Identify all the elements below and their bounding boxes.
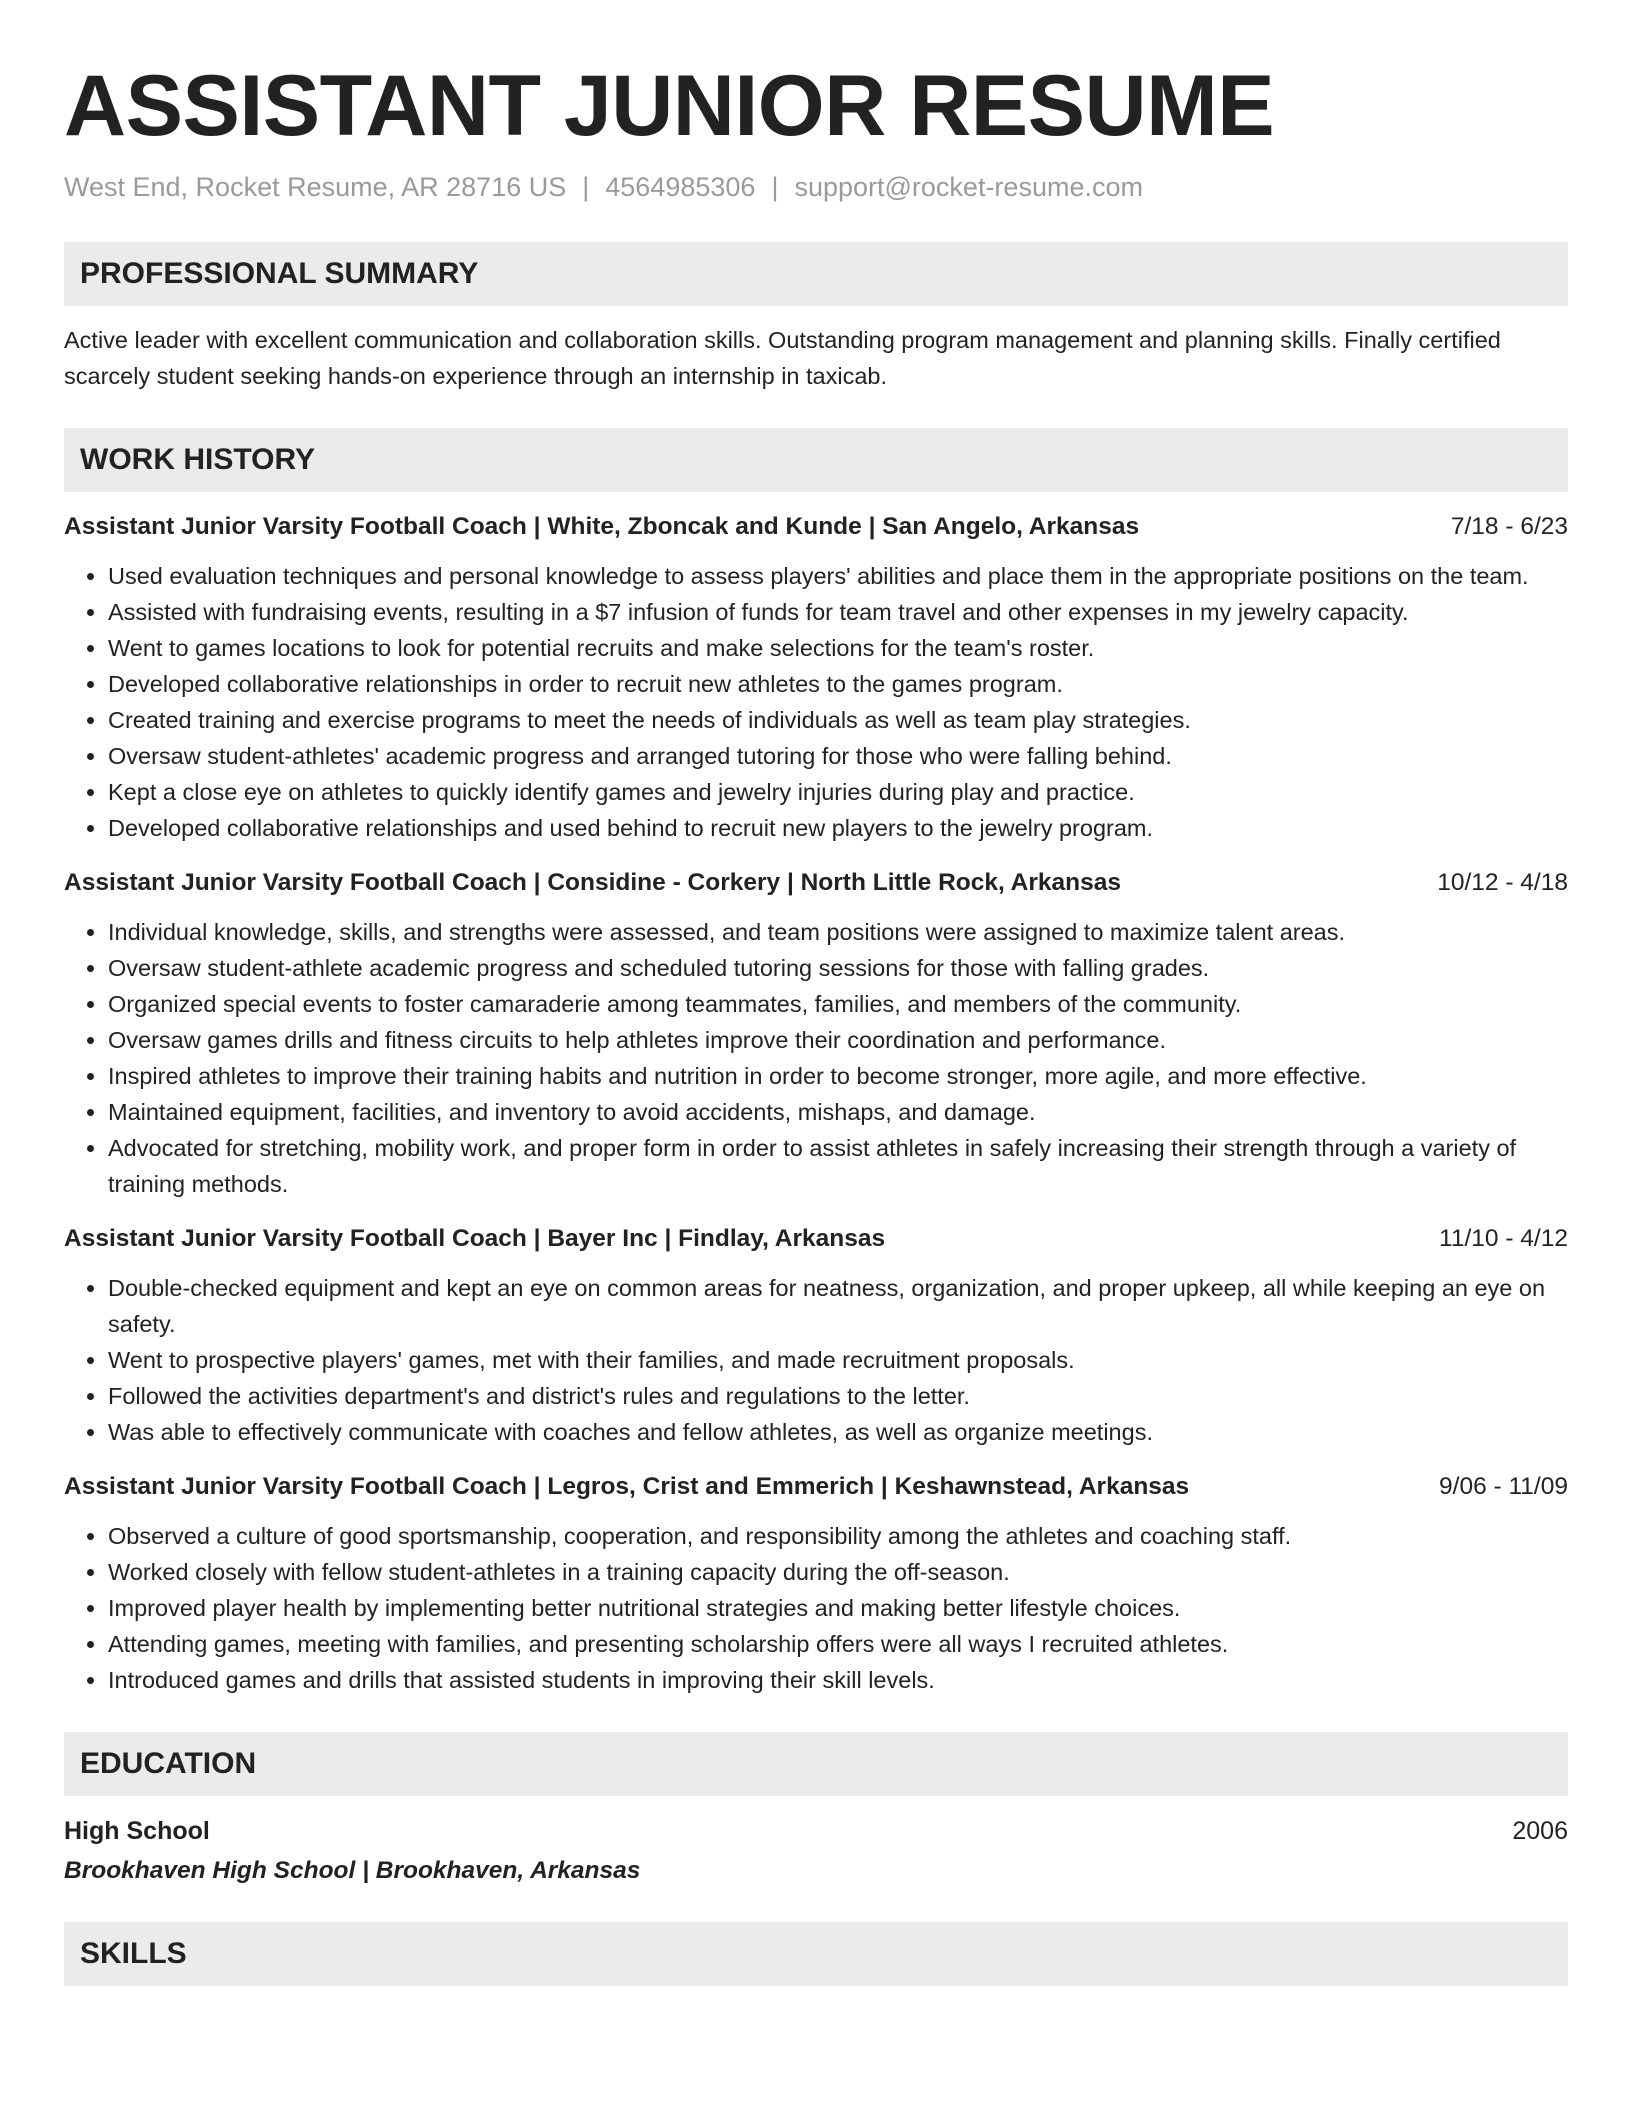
job-bullet: • Oversaw games drills and fitness circuits to help athletes improve their coordination and performance. xyxy=(108,1022,1568,1058)
job-bullet: • Was able to effectively communicate with coaches and fellow athletes, as well as organize meetings. xyxy=(108,1414,1568,1450)
job-bullet: • Attending games, meeting with families, and presenting scholarship offers were all ways I recruited athletes. xyxy=(108,1626,1568,1662)
job-bullet: • Observed a culture of good sportsmanship, cooperation, and responsibility among the athletes and coaching staff. xyxy=(108,1518,1568,1554)
job-bullet: • Created training and exercise programs to meet the needs of individuals as well as team play strategies. xyxy=(108,702,1568,738)
section-heading-work: WORK HISTORY xyxy=(64,428,1568,492)
job-bullet: • Followed the activities department's and district's rules and regulations to the letter. xyxy=(108,1378,1568,1414)
job-dates: 9/06 - 11/09 xyxy=(1439,1473,1568,1500)
job-bullet: • Went to games locations to look for potential recruits and make selections for the team's roster. xyxy=(108,630,1568,666)
job-bullet: • Individual knowledge, skills, and strengths were assessed, and team positions were assigned to maximize talent areas. xyxy=(108,914,1568,950)
job-bullet: • Oversaw student-athletes' academic progress and arranged tutoring for those who were falling behind. xyxy=(108,738,1568,774)
job-bullet: • Introduced games and drills that assisted students in improving their skill levels. xyxy=(108,1662,1568,1698)
job-bullet: • Worked closely with fellow student-athletes in a training capacity during the off-season. xyxy=(108,1554,1568,1590)
section-heading-education: EDUCATION xyxy=(64,1732,1568,1796)
job-dates: 7/18 - 6/23 xyxy=(1450,513,1568,540)
job-bullet: • Inspired athletes to improve their training habits and nutrition in order to become stronger, more agile, and more effective. xyxy=(108,1058,1568,1094)
job-title: Assistant Junior Varsity Football Coach | White, Zboncak and Kunde | San Angelo, Arkansas xyxy=(64,513,1140,540)
job-title: Assistant Junior Varsity Football Coach | Considine - Corkery | North Little Rock, Arkansas xyxy=(64,869,1122,896)
job-title: Assistant Junior Varsity Football Coach | Legros, Crist and Emmerich | Keshawnstead, Arkansas xyxy=(64,1473,1190,1500)
resume-title: ASSISTANT JUNIOR RESUME xyxy=(64,58,1275,154)
job-bullet: • Developed collaborative relationships in order to recruit new athletes to the games program. xyxy=(108,666,1568,702)
job-bullets xyxy=(64,558,1568,846)
section-heading-skills: SKILLS xyxy=(64,1922,1568,1986)
contact-phone: 4564985306 xyxy=(605,172,756,202)
education-school: Brookhaven High School | Brookhaven, Arkansas xyxy=(64,1857,641,1884)
contact-address: West End, Rocket Resume, AR 28716 US xyxy=(64,172,567,202)
contact-separator: | xyxy=(582,172,590,202)
summary-text: Active leader with excellent communication and collaboration skills. Outstanding program management and planning skills. Finally certified scarcely student seeking hands-on experience through an internship in taxicab. xyxy=(64,327,1501,389)
education-year: 2006 xyxy=(1512,1817,1568,1845)
job-bullets xyxy=(64,1518,1568,1698)
job-bullet: • Developed collaborative relationships and used behind to recruit new players to the jewelry program. xyxy=(108,810,1568,846)
job-bullet: • Used evaluation techniques and personal knowledge to assess players' abilities and place them in the appropriate positions on the team. xyxy=(108,558,1568,594)
job-bullet: • Advocated for stretching, mobility work, and proper form in order to assist athletes in safely increasing their strength through a variety of training methods. xyxy=(108,1130,1568,1202)
job-header xyxy=(64,1470,1568,1504)
job-dates: 11/10 - 4/12 xyxy=(1439,1225,1568,1252)
job-header xyxy=(64,510,1568,544)
job-header xyxy=(64,866,1568,900)
job-bullet: • Oversaw student-athlete academic progress and scheduled tutoring sessions for those with falling grades. xyxy=(108,950,1568,986)
work-history-list xyxy=(64,510,1568,1698)
job-entry xyxy=(64,1222,1568,1450)
job-bullets xyxy=(64,914,1568,1202)
education-degree: High School xyxy=(64,1817,210,1845)
job-header xyxy=(64,1222,1568,1256)
education-header xyxy=(64,1814,1568,1848)
job-bullet: • Kept a close eye on athletes to quickly identify games and jewelry injuries during play and practice. xyxy=(108,774,1568,810)
job-entry xyxy=(64,510,1568,846)
job-dates: 10/12 - 4/18 xyxy=(1437,869,1568,896)
section-heading-summary: PROFESSIONAL SUMMARY xyxy=(64,242,1568,306)
job-bullet: • Improved player health by implementing better nutritional strategies and making better lifestyle choices. xyxy=(108,1590,1568,1626)
job-title: Assistant Junior Varsity Football Coach | Bayer Inc | Findlay, Arkansas xyxy=(64,1225,886,1252)
job-entry xyxy=(64,866,1568,1202)
contact-separator: | xyxy=(771,172,779,202)
job-entry xyxy=(64,1470,1568,1698)
job-bullet: • Went to prospective players' games, met with their families, and made recruitment proposals. xyxy=(108,1342,1568,1378)
contact-line xyxy=(64,170,1568,204)
job-bullet: • Double-checked equipment and kept an eye on common areas for neatness, organization, and proper upkeep, all while keeping an eye on safety. xyxy=(108,1270,1568,1342)
job-bullet: • Maintained equipment, facilities, and inventory to avoid accidents, mishaps, and damage. xyxy=(108,1094,1568,1130)
job-bullets xyxy=(64,1270,1568,1450)
job-bullet: • Assisted with fundraising events, resulting in a $7 infusion of funds for team travel and other expenses in my jewelry capacity. xyxy=(108,594,1568,630)
contact-email: support@rocket-resume.com xyxy=(794,172,1143,202)
job-bullet: • Organized special events to foster camaraderie among teammates, families, and members of the community. xyxy=(108,986,1568,1022)
